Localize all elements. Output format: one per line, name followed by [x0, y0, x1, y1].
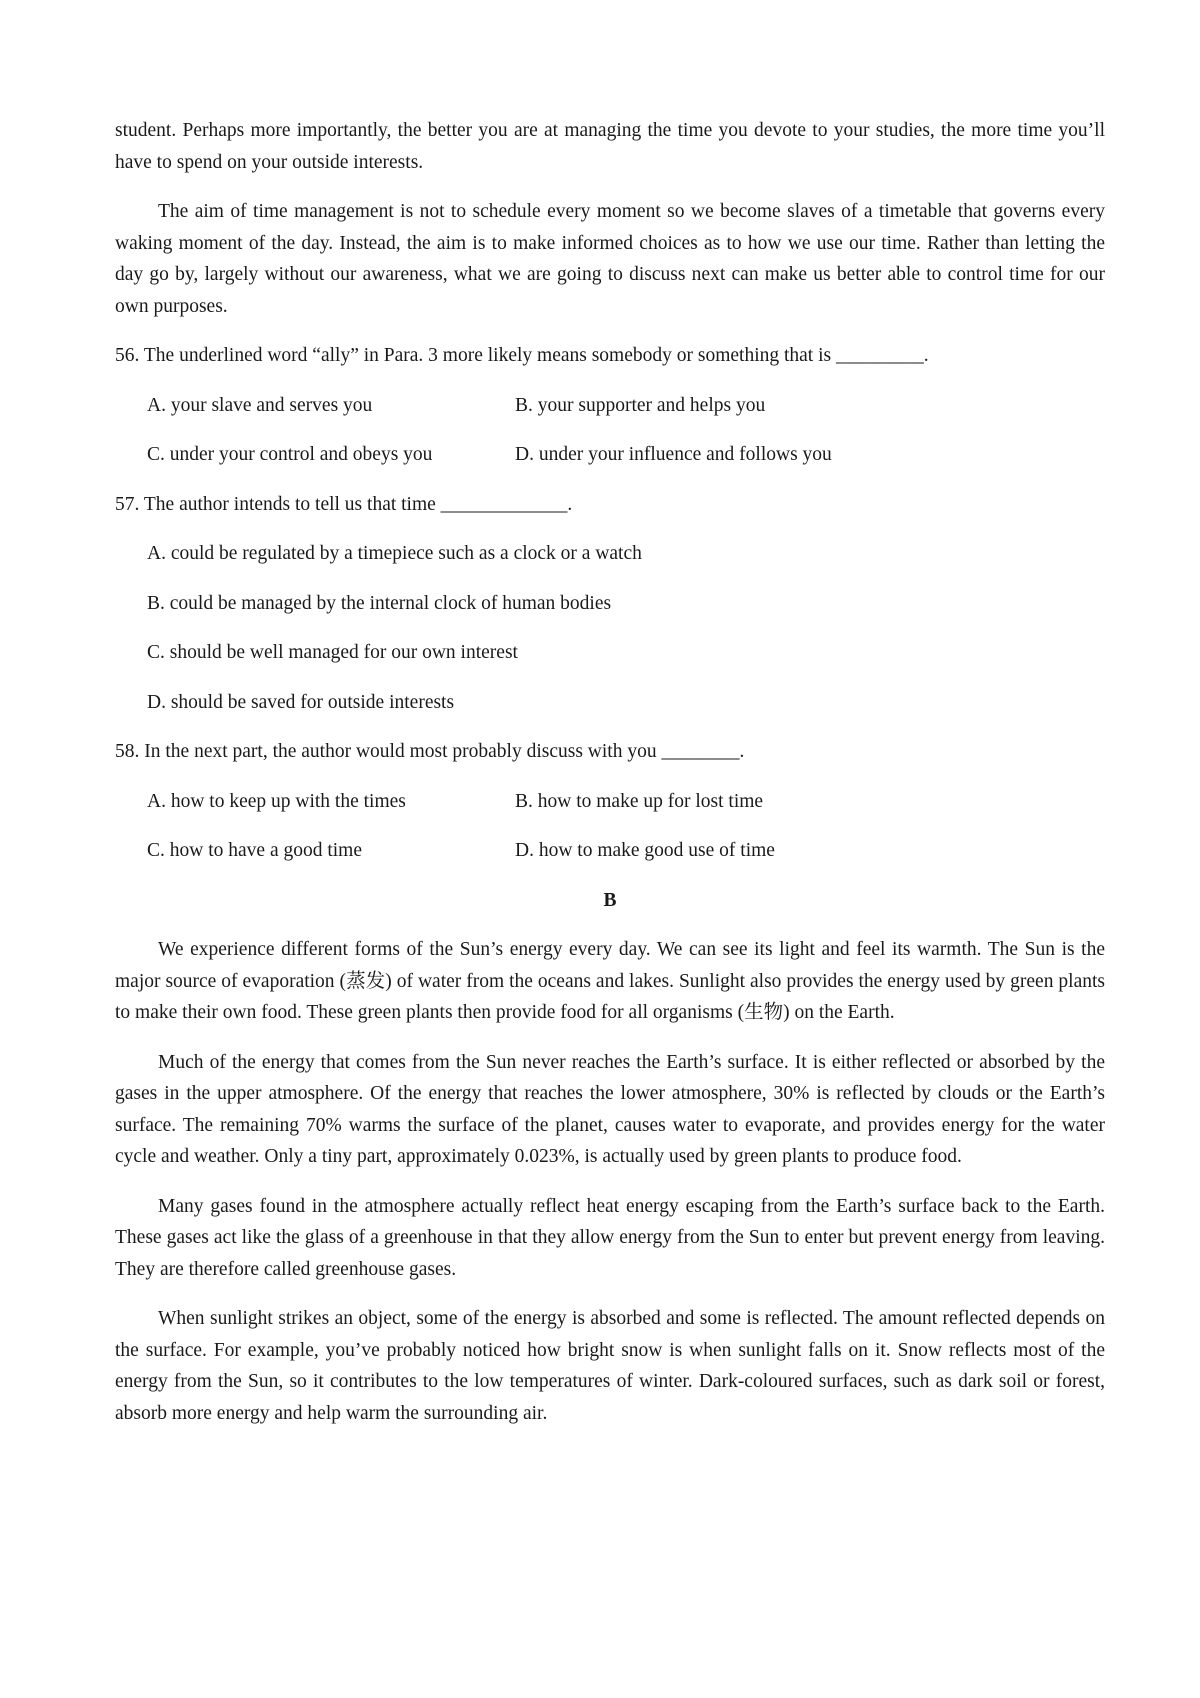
question-stem: 56. The underlined word “ally” in Para. 3 more likely means somebody or something that is _________. — [115, 345, 929, 366]
section-heading: B — [603, 889, 617, 911]
option-d: D. should be saved for outside interests — [147, 691, 455, 713]
passage-b-paragraph: Much of the energy that comes from the Sun never reaches the Earth’s surface. It is either reflected or absorbed by the gases in the upper atmosphere. Of the energy that reaches the lower atmosphere, 30% is reflected by clouds or the Earth’s surface. The remaining 70% warms the surface of the planet, causes water to evaporate, and provides energy for the water cycle and weather. Only a tiny part, approximately 0.023%, is actually used by green plants to produce food. — [115, 1051, 1105, 1167]
option-b: B. could be managed by the internal clock of human bodies — [147, 592, 612, 614]
passage-b-paragraph: Many gases found in the atmosphere actually reflect heat energy escaping from the Earth’s surface back to the Earth. These gases act like the glass of a greenhouse in that they allow energy from the Sun to enter but prevent energy from leaving. They are therefore called greenhouse gases. — [115, 1195, 1105, 1280]
options-row — [115, 439, 1105, 471]
question-stem: 57. The author intends to tell us that time _____________. — [115, 493, 573, 515]
option-b: B. how to make up for lost time — [515, 790, 764, 812]
passage-a-paragraph: The aim of time management is not to schedule every moment so we become slaves of a timetable that governs every waking moment of the day. Instead, the aim is to make informed choices as to how we use our time. Rather than letting the day go by, largely without our awareness, what we are going to discuss next can make us better able to control time for our own purposes. — [115, 201, 1105, 317]
option-c: C. under your control and obeys you — [147, 444, 433, 465]
option-a: A. your slave and serves you — [147, 394, 373, 416]
passage-b — [115, 885, 1105, 1430]
option-c: C. how to have a good time — [147, 840, 363, 861]
option-d: D. under your influence and follows you — [515, 444, 832, 465]
options-row — [115, 786, 1105, 818]
option-d: D. how to make good use of time — [515, 840, 775, 861]
passage-b-paragraph: We experience different forms of the Sun’s energy every day. We can see its light and feel its warmth. The Sun is the major source of evaporation (蒸发) of water from the oceans and lakes. Sunlight also provides the energy used by green plants to make their own food. These green plants then provide food for all organisms (生物) on the Earth. — [115, 939, 1105, 1023]
passage-a — [115, 115, 1105, 322]
question-stem: 58. In the next part, the author would most probably discuss with you ________. — [115, 741, 745, 762]
option-b: B. your supporter and helps you — [515, 394, 766, 416]
question-58 — [115, 736, 1105, 867]
passage-a-paragraph: student. Perhaps more importantly, the better you are at managing the time you devote to your studies, the more time you’ll have to spend on your outside interests. — [115, 120, 1105, 173]
option-c: C. should be well managed for our own interest — [147, 642, 518, 663]
question-57 — [115, 489, 1105, 719]
question-56 — [115, 340, 1105, 471]
passage-b-paragraph: When sunlight strikes an object, some of the energy is absorbed and some is reflected. The amount reflected depends on the surface. For example, you’ve probably noticed how bright snow is when sunlight falls on it. Snow reflects most of the energy from the Sun, so it contributes to the low temperatures of winter. Dark-coloured surfaces, such as dark soil or forest, absorb more energy and help warm the surrounding air. — [115, 1308, 1105, 1424]
document-page — [115, 115, 1105, 1447]
options-row — [115, 390, 1105, 422]
options-row — [115, 835, 1105, 867]
option-a: A. could be regulated by a timepiece such as a clock or a watch — [147, 543, 642, 564]
option-a: A. how to keep up with the times — [147, 790, 406, 812]
